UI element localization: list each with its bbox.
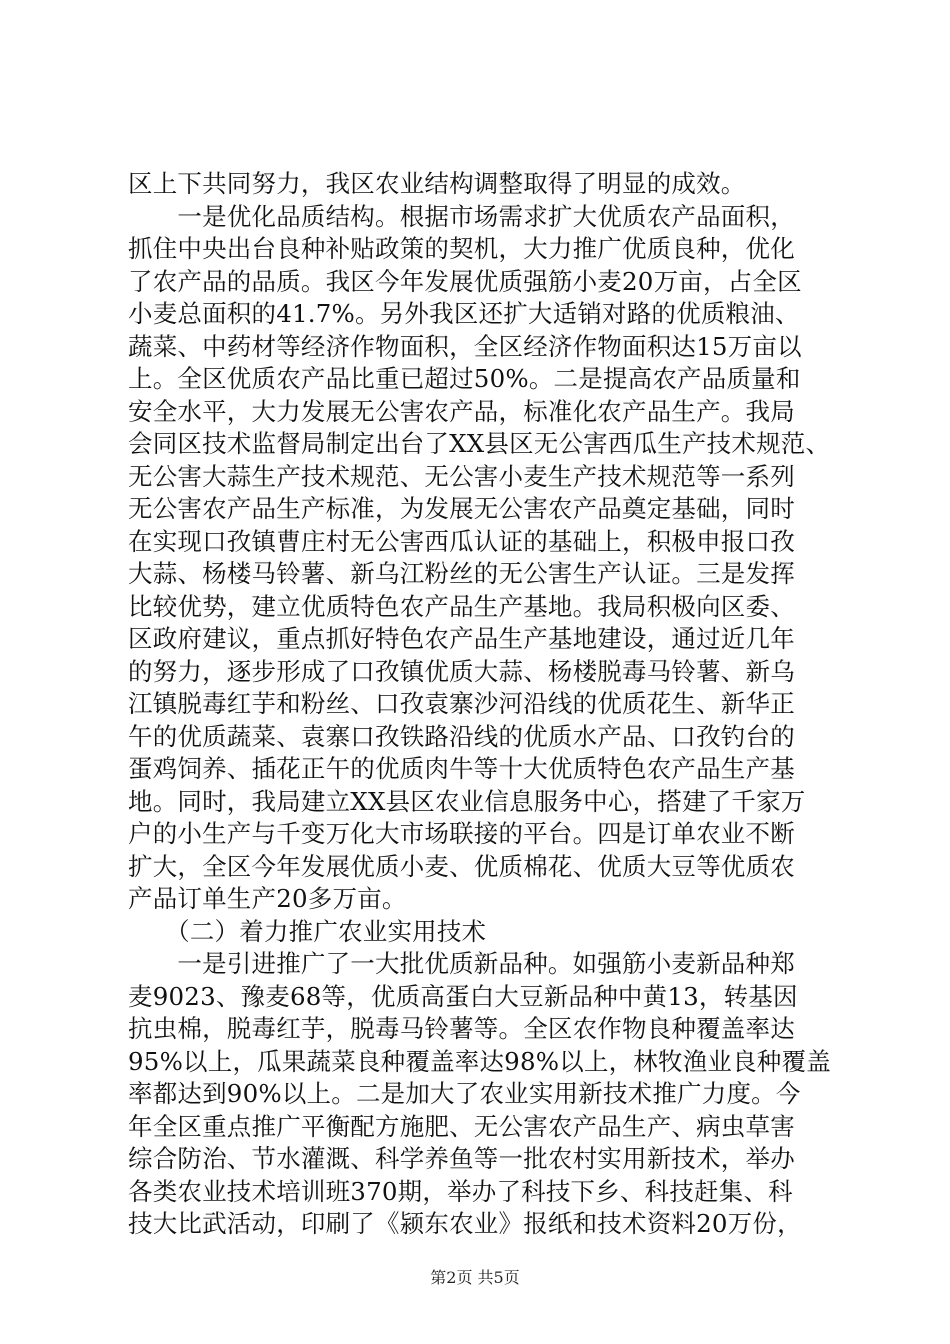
text-line-31: 综合防治、节水灌溉、科学养鱼等一批农村实用新技术，举办 bbox=[128, 1144, 795, 1173]
text-line-5: 小麦总面积的41.7%。另外我区还扩大适销对路的优质粮油、 bbox=[128, 299, 800, 328]
text-line-10: 无公害大蒜生产技术规范、无公害小麦生产技术规范等一系列 bbox=[128, 461, 795, 491]
text-line-16: 的努力，逐步形成了口孜镇优质大蒜、杨楼脱毒马铃薯、新乌 bbox=[128, 656, 795, 686]
text-line-19: 蛋鸡饲养、插花正午的优质肉牛等十大优质特色农产品生产基 bbox=[128, 754, 795, 783]
text-line-26: 麦9023、豫麦68等，优质高蛋白大豆新品种中黄13，转基因 bbox=[128, 981, 798, 1011]
text-line-27: 抗虫棉，脱毒红芋，脱毒马铃薯等。全区农作物良种覆盖率达 bbox=[128, 1014, 795, 1043]
text-line-18: 午的优质蔬菜、袁寨口孜铁路沿线的优质水产品、口孜钓台的 bbox=[128, 721, 795, 751]
text-line-6: 蔬菜、中药材等经济作物面积，全区经济作物面积达15万亩以 bbox=[128, 331, 802, 361]
text-line-3: 抓住中央出台良种补贴政策的契机，大力推广优质良种，优化 bbox=[128, 234, 795, 263]
text-line-32: 各类农业技术培训班370期，举办了科技下乡、科技赶集、科 bbox=[128, 1176, 793, 1206]
text-line-33: 技大比武活动，印刷了《颍东农业》报纸和技术资料20万份， bbox=[128, 1209, 802, 1238]
text-line-15: 区政府建议，重点抓好特色农产品生产基地建设，通过近几年 bbox=[128, 624, 795, 653]
text-line-30: 年全区重点推广平衡配方施肥、无公害农产品生产、病虫草害 bbox=[128, 1111, 795, 1141]
text-line-2: 一是优化品质结构。根据市场需求扩大优质农产品面积， bbox=[128, 201, 795, 231]
body-text bbox=[128, 168, 831, 1241]
page-number-footer: 第2页 共5页 bbox=[430, 1268, 520, 1287]
text-line-22: 扩大，全区今年发展优质小麦、优质棉花、优质大豆等优质农 bbox=[128, 851, 795, 881]
text-line-25: 一是引进推广了一大批优质新品种。如强筋小麦新品种郑 bbox=[128, 949, 795, 978]
text-line-23: 产品订单生产20多万亩。 bbox=[128, 884, 407, 913]
text-line-14: 比较优势，建立优质特色农产品生产基地。我局积极向区委、 bbox=[128, 591, 795, 621]
section-heading: （二）着力推广农业实用技术 bbox=[128, 916, 487, 946]
text-line-17: 江镇脱毒红芋和粉丝、口孜袁寨沙河沿线的优质花生、新华正 bbox=[128, 689, 795, 718]
text-line-12: 在实现口孜镇曹庄村无公害西瓜认证的基础上，积极申报口孜 bbox=[128, 526, 795, 556]
text-line-4: 了农产品的品质。我区今年发展优质强筋小麦20万亩，占全区 bbox=[128, 266, 802, 296]
text-line-20: 地。同时，我局建立XX县区农业信息服务中心，搭建了千家万 bbox=[128, 786, 806, 816]
text-line-11: 无公害农产品生产标准，为发展无公害农产品奠定基础，同时 bbox=[128, 494, 795, 523]
text-line-13: 大蒜、杨楼马铃薯、新乌江粉丝的无公害生产认证。三是发挥 bbox=[128, 559, 795, 588]
text-line-9: 会同区技术监督局制定出台了XX县区无公害西瓜生产技术规范、 bbox=[128, 429, 831, 458]
text-line-8: 安全水平，大力发展无公害农产品，标准化农产品生产。我局 bbox=[128, 396, 795, 426]
text-line-21: 户的小生产与千变万化大市场联接的平台。四是订单农业不断 bbox=[128, 819, 795, 848]
text-line-7: 上。全区优质农产品比重已超过50%。二是提高农产品质量和 bbox=[128, 364, 801, 393]
text-line-28: 95%以上，瓜果蔬菜良种覆盖率达98%以上，林牧渔业良种覆盖 bbox=[128, 1046, 831, 1076]
text-line-1: 区上下共同努力，我区农业结构调整取得了明显的成效。 bbox=[128, 169, 746, 198]
text-line-29: 率都达到90%以上。二是加大了农业实用新技术推广力度。今 bbox=[128, 1079, 801, 1108]
